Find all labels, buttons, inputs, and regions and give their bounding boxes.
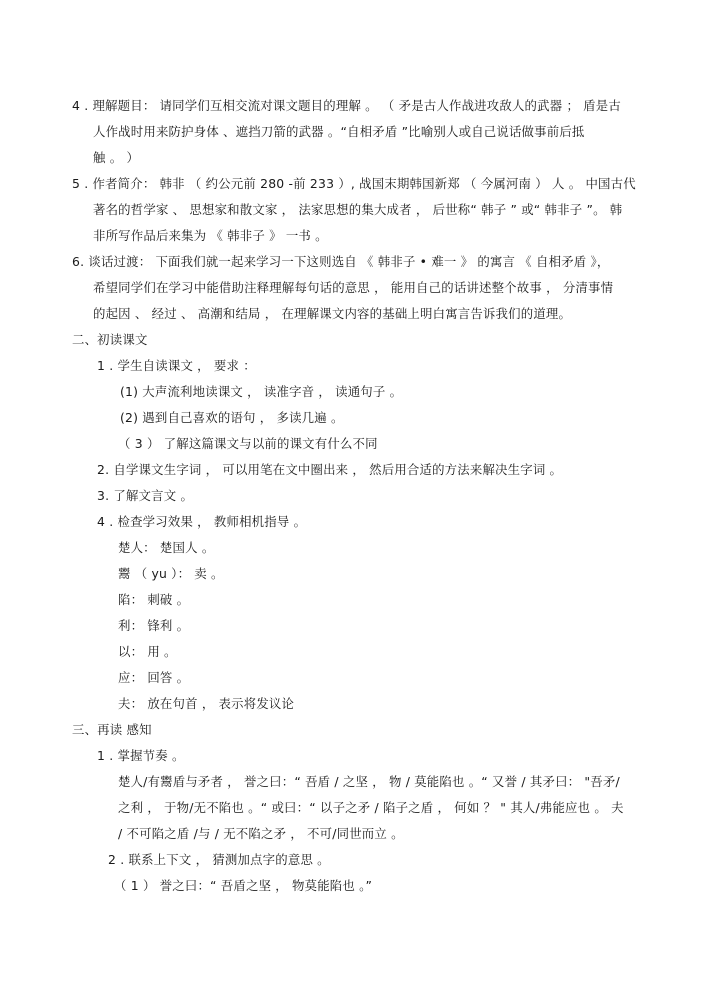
text-line: / 不可陷之盾 /与 / 无不陷之矛 ， 不可/同世而立 。 [118, 826, 404, 841]
text-line: 希望同学们在学习中能借助注释理解每句话的意思 ， 能用自己的话讲述整个故事 ， 分清事情 [93, 280, 614, 295]
text-line: 2 . 联系上下文 ， 猜测加点字的意思 。 [108, 852, 330, 867]
vocab-item: 利： 锋利 。 [118, 618, 190, 633]
vocab-item: 夫： 放在句首 ， 表示将发议论 [118, 696, 295, 711]
text-line: 触 。 ） [93, 150, 140, 165]
text-line: (1) 大声流利地读课文 ， 读准字音 ， 读通句子 。 [120, 384, 403, 399]
text-line: 4 . 理解题目： 请同学们互相交流对课文题目的理解 。 （ 矛是古人作战进攻敌人的武器 ； 盾是古 [72, 98, 621, 113]
text-line: 1 . 掌握节奏 。 [97, 748, 185, 763]
vocab-item: 鬻 （ yu ）： 卖 。 [118, 566, 224, 581]
vocab-item: 以： 用 。 [118, 644, 177, 659]
text-line: 著名的哲学家 、 思想家和散文家 ， 法家思想的集大成者 ， 后世称“ 韩子 ” 或“ 韩非子 ”。 韩 [93, 202, 623, 217]
text-line: 的起因 、 经过 、 高潮和结局 ， 在理解课文内容的基础上明白寓言告诉我们的道理。 [93, 306, 572, 321]
text-line: 4 . 检查学习效果 ， 教师相机指导 。 [97, 514, 307, 529]
text-line: 人作战时用来防护身体 、遮挡刀箭的武器 。“自相矛盾 ”比喻别人或自己说话做事前后抵 [93, 124, 585, 139]
section-heading: 二、初读课文 [72, 332, 148, 347]
text-line: （ 1 ） 誉之曰：“ 吾盾之坚 ， 物莫能陷也 。” [114, 878, 373, 893]
text-line: （ 3 ） 了解这篇课文与以前的课文有什么不同 [118, 436, 378, 451]
text-line: (2) 遇到自己喜欢的语句 ， 多读几遍 。 [120, 410, 344, 425]
text-line: 6. 谈话过渡： 下面我们就一起来学习一下这则选自 《 韩非子 • 难一 》 的寓言 《 自相矛盾 》， [72, 254, 610, 269]
vocab-item: 应： 回答 。 [118, 670, 190, 685]
text-line: 楚人/有鬻盾与矛者 ， 誉之曰：“ 吾盾 / 之坚 ， 物 / 莫能陷也 。“ 又誉 / 其矛曰： "吾矛/ [118, 774, 620, 789]
section-heading: 三、再读 感知 [72, 722, 152, 737]
text-line: 之利 ， 于物/无不陷也 。“ 或曰：“ 以子之矛 / 陷子之盾 ， 何如 ？ " 其人/弗能应也 。 夫 [118, 800, 624, 815]
vocab-item: 楚人： 楚国人 。 [118, 540, 215, 555]
text-line: 非所写作品后来集为 《 韩非子 》 一书 。 [93, 228, 328, 243]
text-line: 1 . 学生自读课文 ， 要求 ： [97, 358, 256, 373]
text-line: 5 . 作者简介： 韩非 （ 约公元前 280 -前 233 ）, 战国末期韩国新郑 （ 今属河南 ） 人 。 中国古代 [72, 176, 636, 191]
vocab-item: 陷： 刺破 。 [118, 592, 190, 607]
text-line: 2. 自学课文生字词 ， 可以用笔在文中圈出来 ， 然后用合适的方法来解决生字词 。 [97, 462, 563, 477]
text-line: 3. 了解文言文 。 [97, 488, 194, 503]
